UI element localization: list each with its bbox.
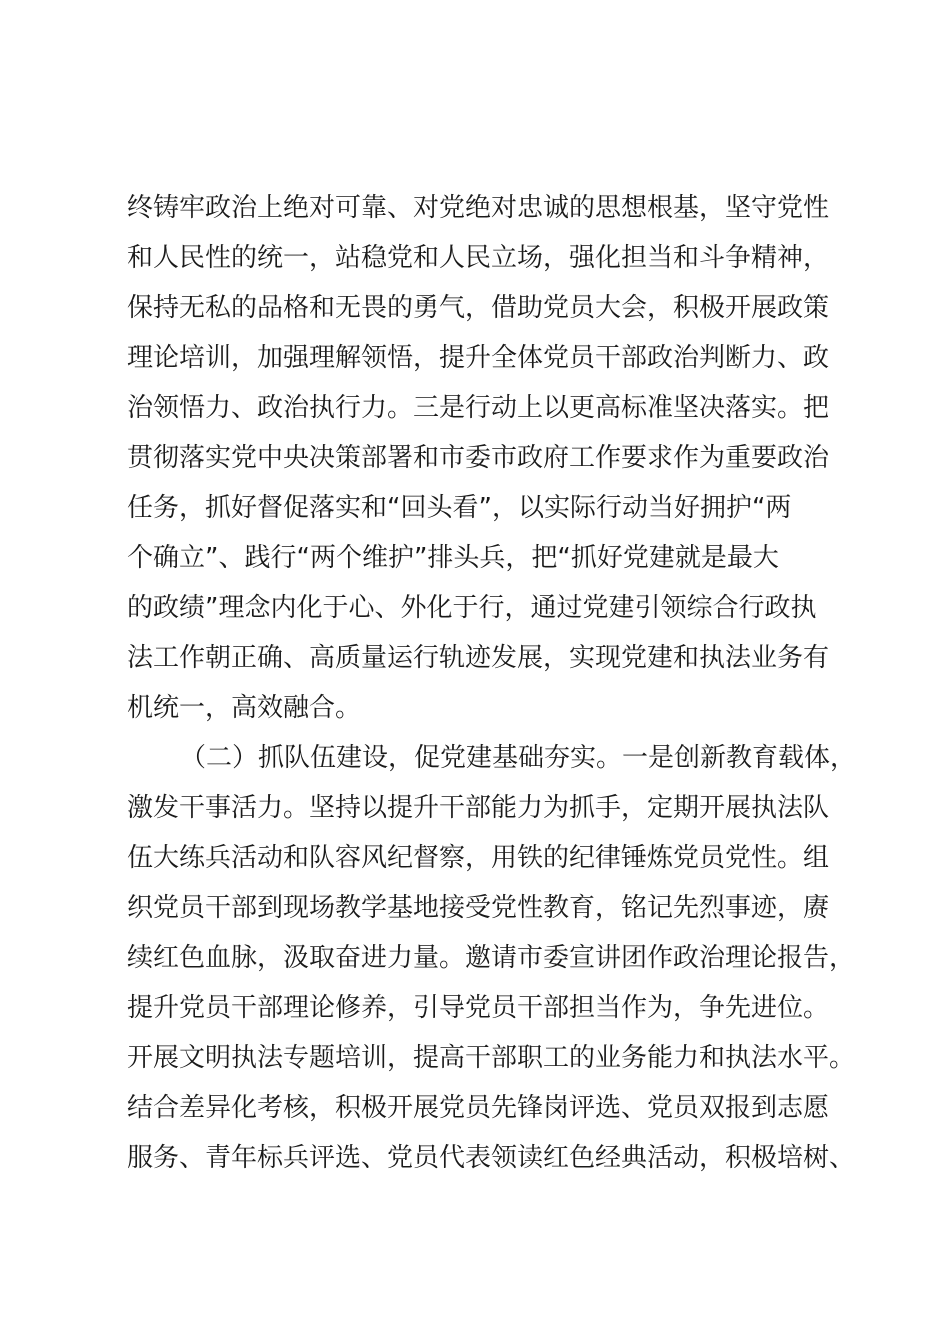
text-line: 伍大练兵活动和队容风纪督察，用铁的纪律锤炼党员党性。组 <box>127 843 830 873</box>
text-line: 的政绩”理念内化于心、外化于行，通过党建引领综合行政执 <box>127 593 817 623</box>
text-line: 法工作朝正确、高质量运行轨迹发展，实现党建和执法业务有 <box>127 643 830 673</box>
body-text <box>127 183 867 1183</box>
text-line: 织党员干部到现场教学基地接受党性教育，铭记先烈事迹，赓 <box>127 893 830 923</box>
text-line: 个确立”、践行“两个维护”排头兵，把“抓好党建就是最大 <box>127 543 779 573</box>
text-line: 结合差异化考核，积极开展党员先锋岗评选、党员双报到志愿 <box>127 1093 830 1123</box>
text-line: 贯彻落实党中央决策部署和市委市政府工作要求作为重要政治 <box>127 443 830 473</box>
text-line: 机统一，高效融合。 <box>127 693 362 723</box>
text-line: 理论培训，加强理解领悟，提升全体党员干部政治判断力、政 <box>127 343 830 373</box>
text-line: 和人民性的统一，站稳党和人民立场，强化担当和斗争精神， <box>127 243 830 273</box>
section-heading-line: （二）抓队伍建设，促党建基础夯实。一是创新教育载体， <box>180 743 857 773</box>
text-line: 终铸牢政治上绝对可靠、对党绝对忠诚的思想根基，坚守党性 <box>127 193 830 223</box>
text-line: 激发干事活力。坚持以提升干部能力为抓手，定期开展执法队 <box>127 793 830 823</box>
text-line: 保持无私的品格和无畏的勇气，借助党员大会，积极开展政策 <box>127 293 830 323</box>
text-line: 提升党员干部理论修养，引导党员干部担当作为，争先进位。 <box>127 993 830 1023</box>
text-line: 续红色血脉，汲取奋进力量。邀请市委宣讲团作政治理论报告， <box>127 943 856 973</box>
text-line: 任务，抓好督促落实和“回头看”，以实际行动当好拥护“两 <box>127 493 792 523</box>
text-line: 治领悟力、政治执行力。三是行动上以更高标准坚决落实。把 <box>127 393 830 423</box>
text-line: 开展文明执法专题培训，提高干部职工的业务能力和执法水平。 <box>127 1043 856 1073</box>
text-line: 服务、青年标兵评选、党员代表领读红色经典活动，积极培树、 <box>127 1143 856 1173</box>
